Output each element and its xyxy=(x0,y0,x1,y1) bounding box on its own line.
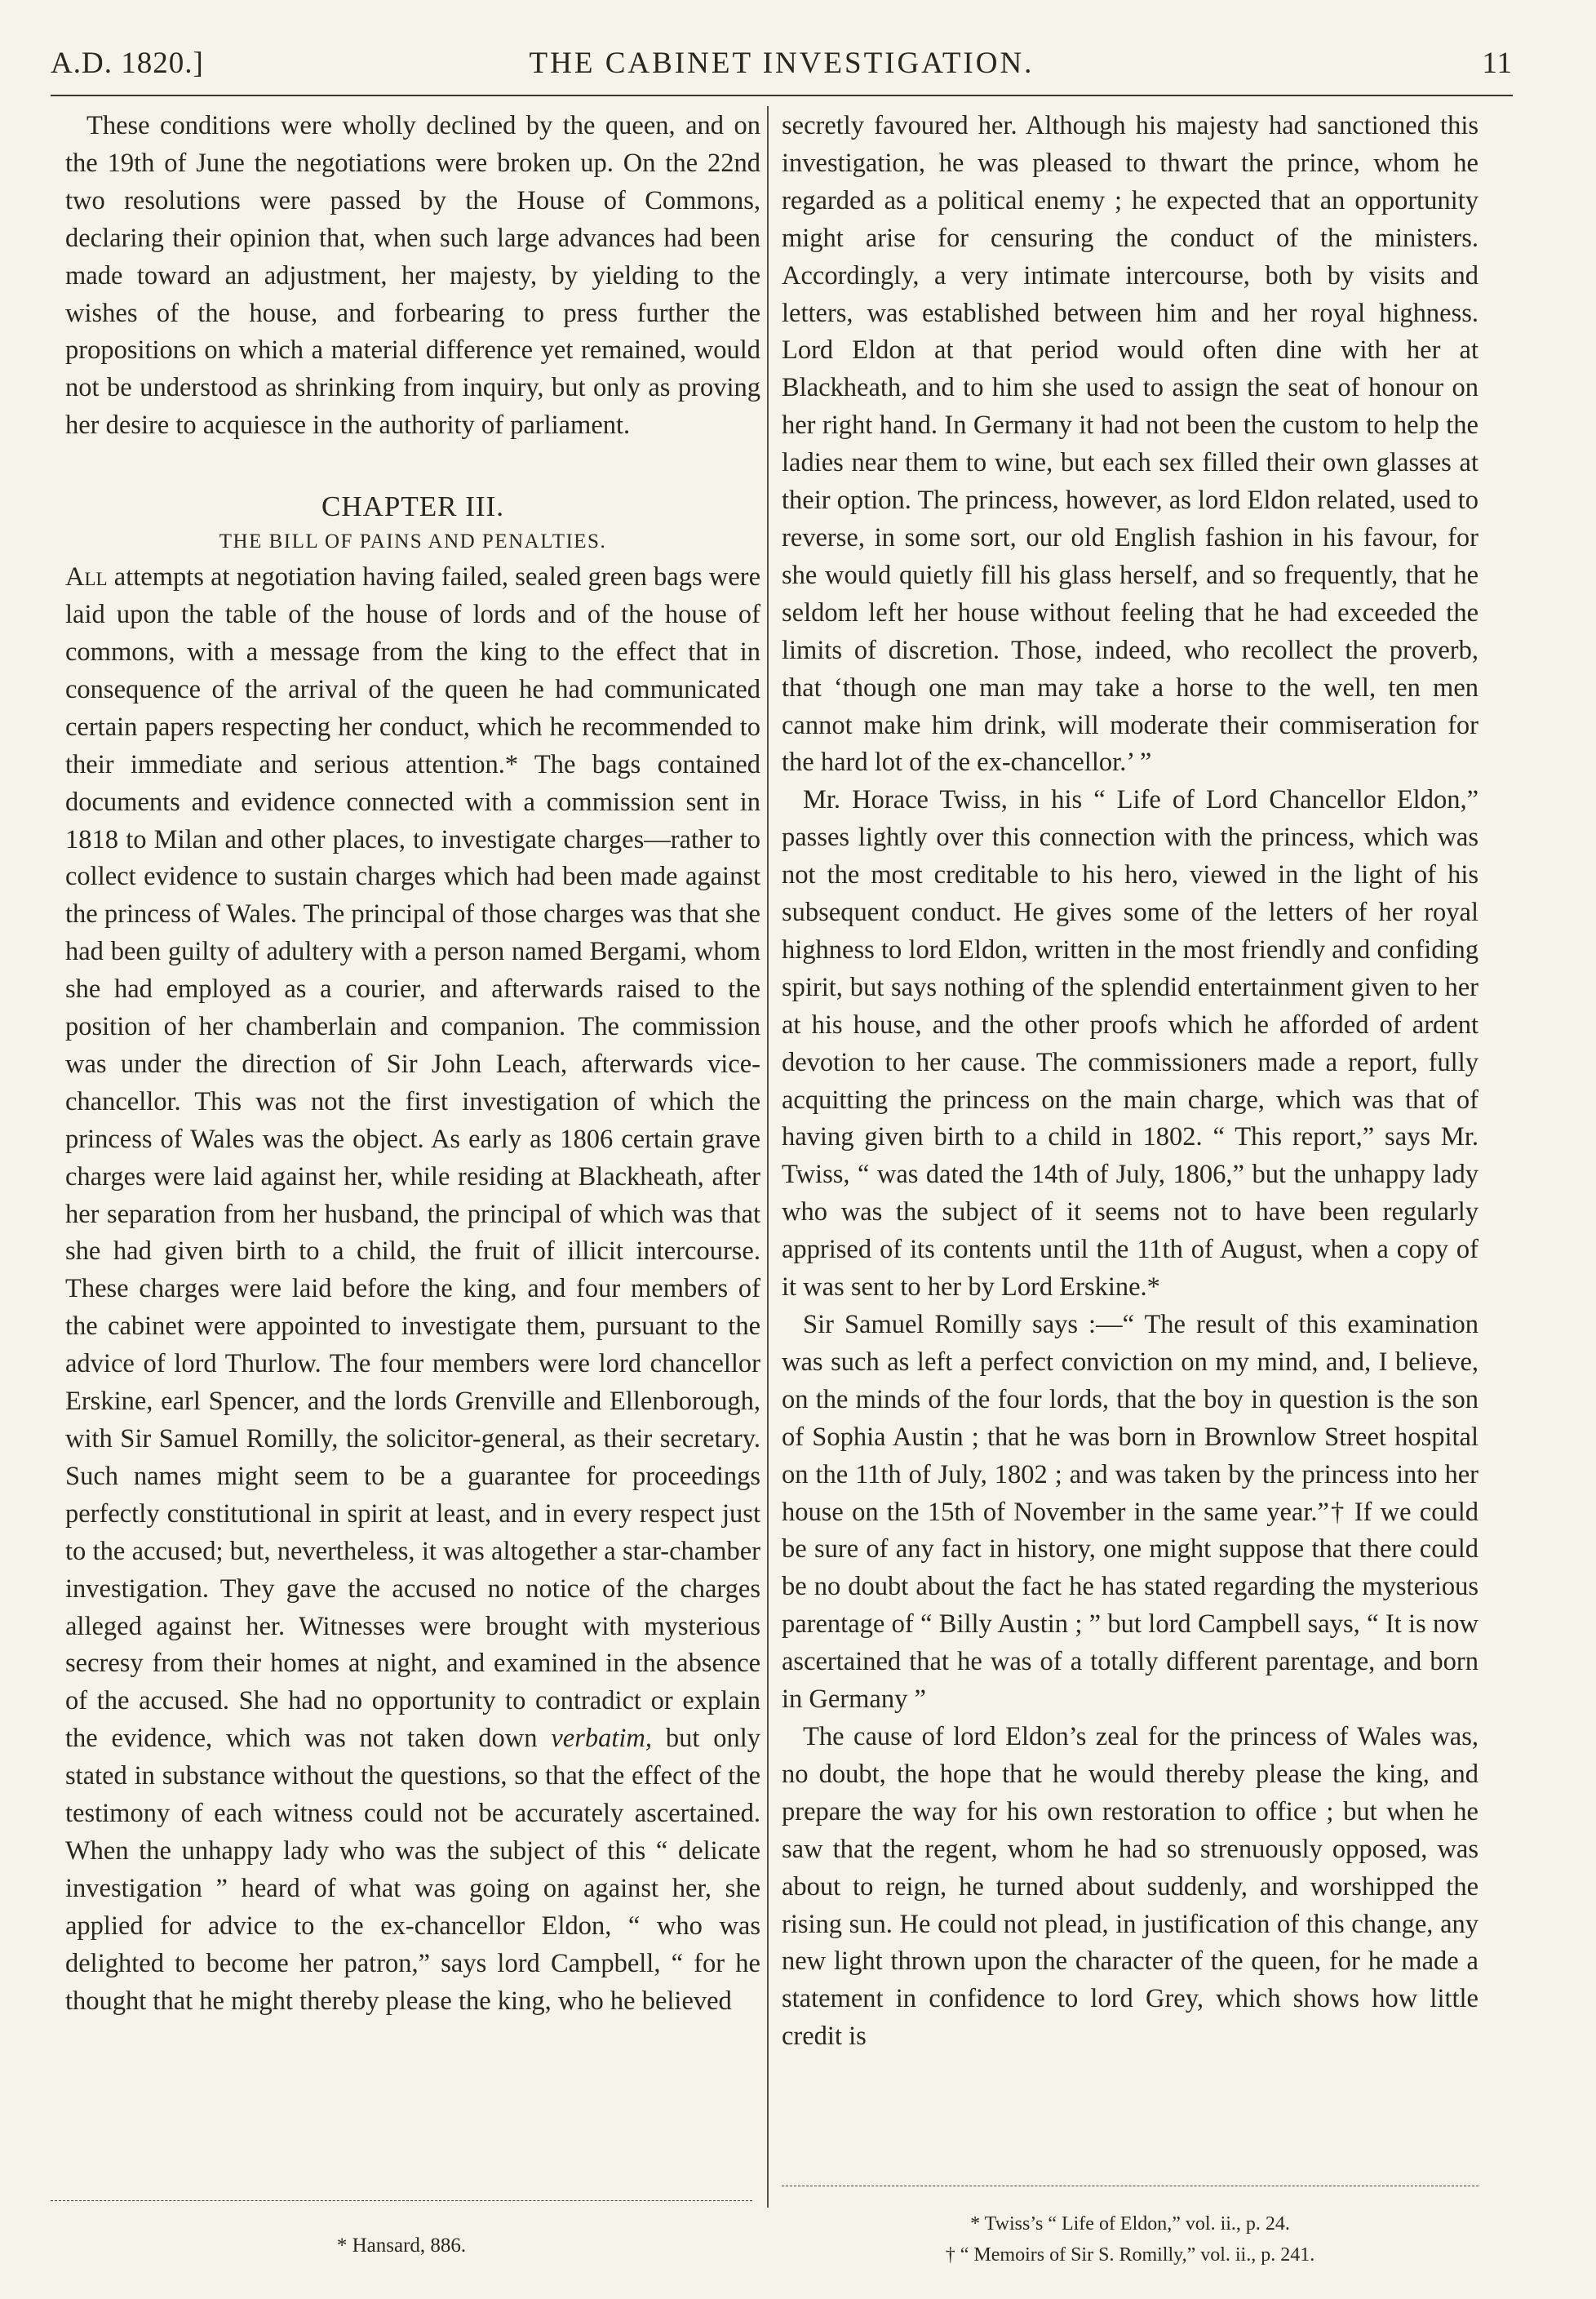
footnote-rule-left xyxy=(51,2200,752,2201)
left-footnotes xyxy=(51,2200,752,2266)
running-head xyxy=(51,46,1513,87)
left-column xyxy=(65,108,760,2021)
paragraph-green-bags-end: but only stated in substance without the questions, so that the effect of the testimony of each witness could not be accurately ascertained. When the unhappy lady who was the subject of this “ delicate investigation ” heard of what was going on against her, she applied for advice to the ex-chancellor Eldon, “ who was delighted to become her patron,” says lord Campbell, “ for he thought that he might thereby please the king, who he believed xyxy=(65,1724,761,2016)
header-rule xyxy=(51,95,1513,96)
paragraph-eldon-zeal: The cause of lord Eldon’s zeal for the princess of Wales was, no doubt, the hope that he would thereby please the king, and prepare the way for his own restoration to office ; but when he saw that the regent, whom he had so strenuously opposed, was about to reign, he turned about suddenly, and worshipped the rising sun. He could not plead, in justification of this change, any new light thrown upon the character of the queen, for he made a statement in confidence to lord Grey, which shows how little credit is xyxy=(782,1721,1479,2052)
paragraph-green-bags-text: attempts at negotiation having failed, sealed green bags were laid upon the table of the house of lords and of the house of commons, with a message from the king to the effect that in consequence of the arrival of the queen he had communicated certain papers respecting her conduct, which he recommended to their immediate and serious attention.* The bags contained documents and evidence connected with a commission sent in 1818 to Milan and other places, to investigate charges—rather to collect evidence to sustain charges which had been made against the princess of Wales. The principal of those charges was that she had been guilty of adultery with a person named Bergami, whom she had employed as a courier, and afterwards raised to the position of her chamberlain and companion. The commission was under the direction of Sir John Leach, afterwards vice-chancellor. This was not the first investigation of which the princess of Wales was the object. As early as 1806 certain grave charges were laid against her, while residing at Blackheath, after her separation from her husband, the principal of which was that she had given birth to a child, the fruit of illicit intercourse. These charges were laid before the king, and four members of the cabinet were appointed to investigate them, pursuant to the advice of lord Thurlow. The four members were lord chancellor Erskine, earl Spencer, and the lords Grenville and Ellenborough, with Sir Samuel Romilly, the solicitor-general, as their secretary. Such names might seem to be a guarantee for proceedings perfectly constitutional in spirit at least, and in every respect just to the accused; but, nevertheless, it was altogether a star-chamber investigation. They gave the accused no notice of the charges alleged against her. Witnesses were brought with mysterious secresy from their homes at night, and examined in the absence of the accused. She had no opportunity to contradict or explain the evidence, which was not taken down xyxy=(65,562,760,1754)
footnote-twiss: * Twiss’s “ Life of Eldon,” vol. ii., p. 24. xyxy=(970,2213,1290,2235)
paragraph-negotiations: These conditions were wholly declined by the queen, and on the 19th of June the negotiations were broken up. On the 22nd two resolutions were passed by the House of Commons, declaring their opinion that, when such large advances had been made toward an adjustment, her majesty, by yielding to the wishes of the house, and forbearing to press further the propositions on which a material difference yet remained, would not be understood as shrinking from inquiry, but only as proving her desire to acquiesce in the authority of parliament. xyxy=(65,111,760,441)
right-footnotes xyxy=(782,2186,1479,2275)
right-column xyxy=(782,108,1479,2056)
paragraph-green-bags xyxy=(65,559,760,2020)
paragraph-eldon-intercourse: secretly favoured her. Although his majesty had sanctioned this investigation, he was pleased to thwart the prince, whom he regarded as a political enemy ; he expected that an opportunity might arise for censuring the conduct of the ministers. Accordingly, a very intimate intercourse, both by visits and letters, was established between him and her royal highness. Lord Eldon at that period would often dine with her at Blackheath, and to him she used to assign the seat of honour on her right hand. In Germany it had not been the custom to help the ladies near them to wine, but each sex filled their own glasses at their option. The princess, however, as lord Eldon related, used to reverse, in some sort, our old English fashion in his favour, for she would quietly fill his glass herself, and so frequently, that he seldom left her house without feeling that he had exceeded the limits of discretion. Those, indeed, who recollect the proverb, that ‘though one man may take a horse to the well, ten men cannot make him drink, will moderate their commiseration for the hard lot of the ex-chancellor.’ ” xyxy=(782,111,1479,778)
italic-verbatim: verbatim, xyxy=(551,1724,652,1754)
drop-lead-word: All xyxy=(65,562,108,593)
page-number: 11 xyxy=(1482,47,1513,80)
chapter-heading: CHAPTER III. xyxy=(321,490,504,523)
column-divider xyxy=(767,106,769,2208)
footnote-romilly: † “ Memoirs of Sir S. Romilly,” vol. ii., p. 241. xyxy=(945,2244,1315,2266)
paragraph-twiss: Mr. Horace Twiss, in his “ Life of Lord Chancellor Eldon,” passes lightly over this connection with the princess, which was not the most creditable to his hero, viewed in the light of his subsequent conduct. He gives some of the letters of her royal highness to lord Eldon, written in the most friendly and confiding spirit, but says nothing of the splendid entertainment given to her at his house, and the other proofs which he afforded of ardent devotion to her cause. The commissioners made a report, fully acquitting the princess on the main charge, which was that of having given birth to a child in 1802. “ This report,” says Mr. Twiss, “ was dated the 14th of July, 1806,” but the unhappy lady who was the subject of it seems not to have been regularly apprised of its contents until the 11th of August, when a copy of it was sent to her by Lord Erskine.* xyxy=(782,785,1479,1303)
running-head-date: A.D. 1820.] xyxy=(51,47,204,80)
footnote-hansard: * Hansard, 886. xyxy=(336,2235,467,2257)
chapter-subtitle: THE BILL OF PAINS AND PENALTIES. xyxy=(219,530,607,553)
paragraph-romilly: Sir Samuel Romilly says :—“ The result of this examination was such as left a perfect conviction on my mind, and, I believe, on the minds of the four lords, that the boy in question is the son of Sophia Austin ; that he was born in Brownlow Street hospital on the 11th of July, 1802 ; and was taken by the princess into her house on the 15th of November in the same year.”† If we could be sure of any fact in history, one might suppose that there could be no doubt about the fact he has stated regarding the mysterious parentage of “ Billy Austin ; ” but lord Campbell says, “ It is now ascertained that he was of a totally different parentage, and born in Germany ” xyxy=(782,1310,1479,1715)
running-head-title: THE CABINET INVESTIGATION. xyxy=(529,47,1035,80)
